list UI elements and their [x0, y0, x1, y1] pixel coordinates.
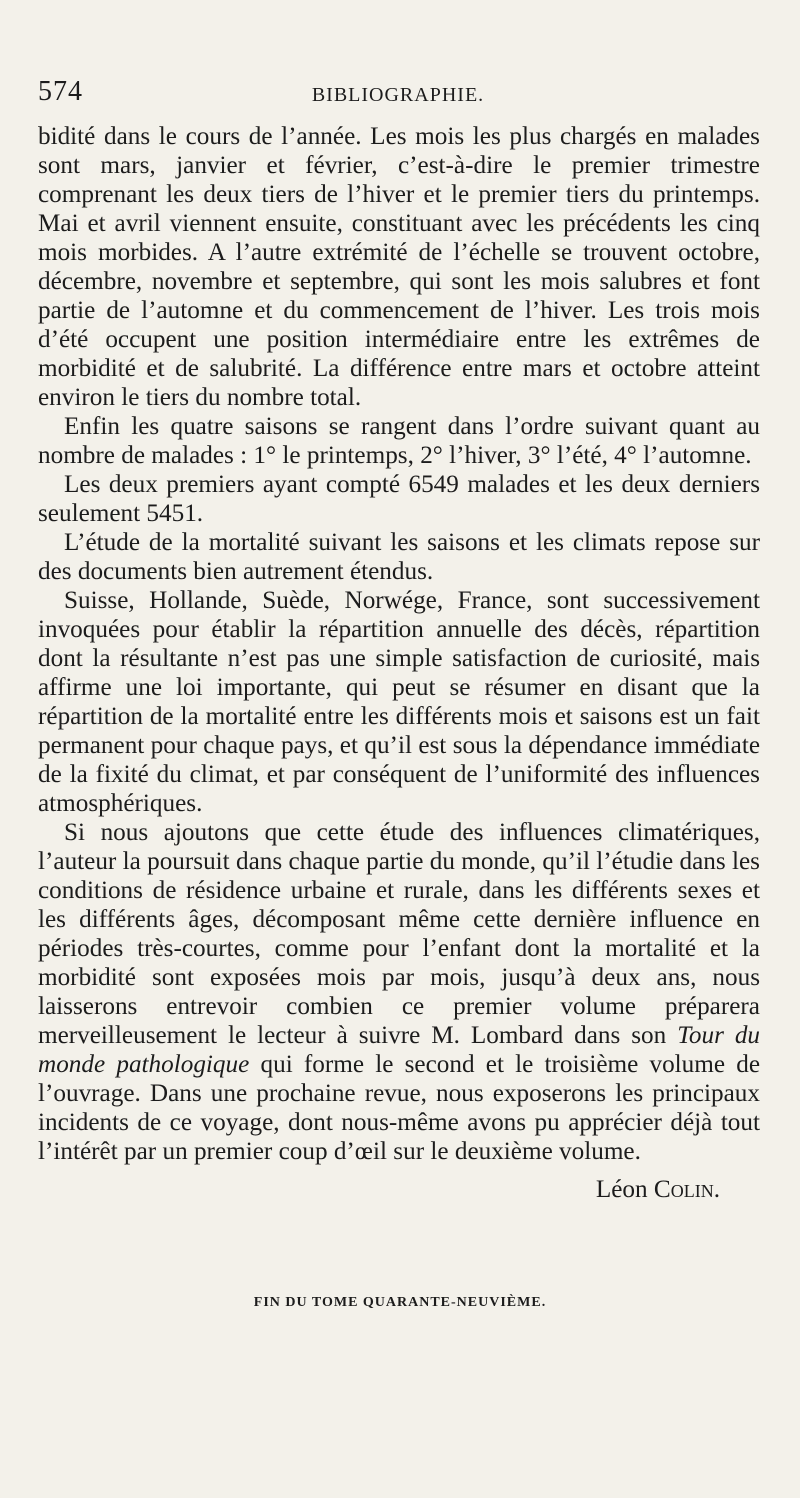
paragraph-mortality: L’étude de la mortalité suivant les saisons et les climats repose sur des documents bien autrement étendus.: [38, 529, 760, 585]
paragraph-seasons: Enfin les quatre saisons se rangent dans l’ordre suivant quant au nombre de malades : 1° le printemps, 2° l’hiver, 3° l’été, 4° l’automne.: [38, 413, 760, 469]
volume-end-note: FIN DU TOME QUARANTE-NEUVIÈME.: [253, 1295, 547, 1310]
paragraph-continuation: bidité dans le cours de l’année. Les mois les plus chargés en malades sont mars, janvier et février, c’est-à-dire le premier trimestre comprenant les deux tiers de l’hiver et le premier tiers du printemps. Mai et avril viennent ensuite, constituant avec les précédents les cinq mois morbides. A l’autre extrémité de l’échelle se trouvent octobre, décembre, novembre et septembre, qui sont les mois salubres et font partie de l’automne et du commencement de l’hiver. Les trois mois d’été occupent une position intermédiaire entre les extrêmes de morbidité et de salubrité. La différence entre mars et octobre atteint environ le tiers du nombre total.: [38, 123, 760, 411]
signature-first-name: Léon: [595, 1176, 648, 1203]
signature-last-name: Colin.: [653, 1176, 720, 1203]
body-text: [38, 122, 760, 1166]
page-number: 574: [38, 76, 83, 107]
conclusion-text-after: qui forme le second et le troisième volume de l’ouvrage. Dans une prochaine revue, nous exposerons les principaux incidents de ce voyage, dont nous-même avons pu apprécier déjà tout l’intérêt par un premier coup d’œil sur le deuxième volume.: [38, 1051, 761, 1165]
author-signature: [38, 1175, 720, 1204]
paragraph-totals: Les deux premiers ayant compté 6549 malades et les deux derniers seulement 5451.: [38, 471, 760, 527]
paragraph-conclusion: [38, 818, 760, 1166]
paragraph-countries: Suisse, Hollande, Suède, Norwége, France, sont successivement invoquées pour établir la répartition annuelle des décès, répartition dont la résultante n’est pas une simple satisfaction de curiosité, mais affirme une loi importante, qui peut se résumer en disant que la répartition de la mortalité entre les différents mois et saisons est un fait permanent pour chaque pays, et qu’il est sous la dépendance immédiate de la fixité du climat, et par conséquent de l’uniformité des influences atmosphériques.: [38, 587, 760, 817]
conclusion-text-before: Si nous ajoutons que cette étude des influences climatériques, l’auteur la poursuit dans chaque partie du monde, qu’il l’étudie dans les conditions de résidence urbaine et rurale, dans les différents sexes et les différents âges, décomposant même cette dernière influence en périodes très-courtes, comme pour l’enfant dont la mortalité et la morbidité sont exposées mois par mois, jusqu’à deux ans, nous laisserons entrevoir combien ce premier volume préparera merveilleusement le lecteur à suivre M. Lombard dans son: [38, 819, 760, 1049]
book-title: Tour du monde pathologique: [38, 1022, 761, 1078]
running-head: BIBLIOGRAPHIE.: [311, 84, 485, 106]
page-header: [38, 76, 758, 116]
